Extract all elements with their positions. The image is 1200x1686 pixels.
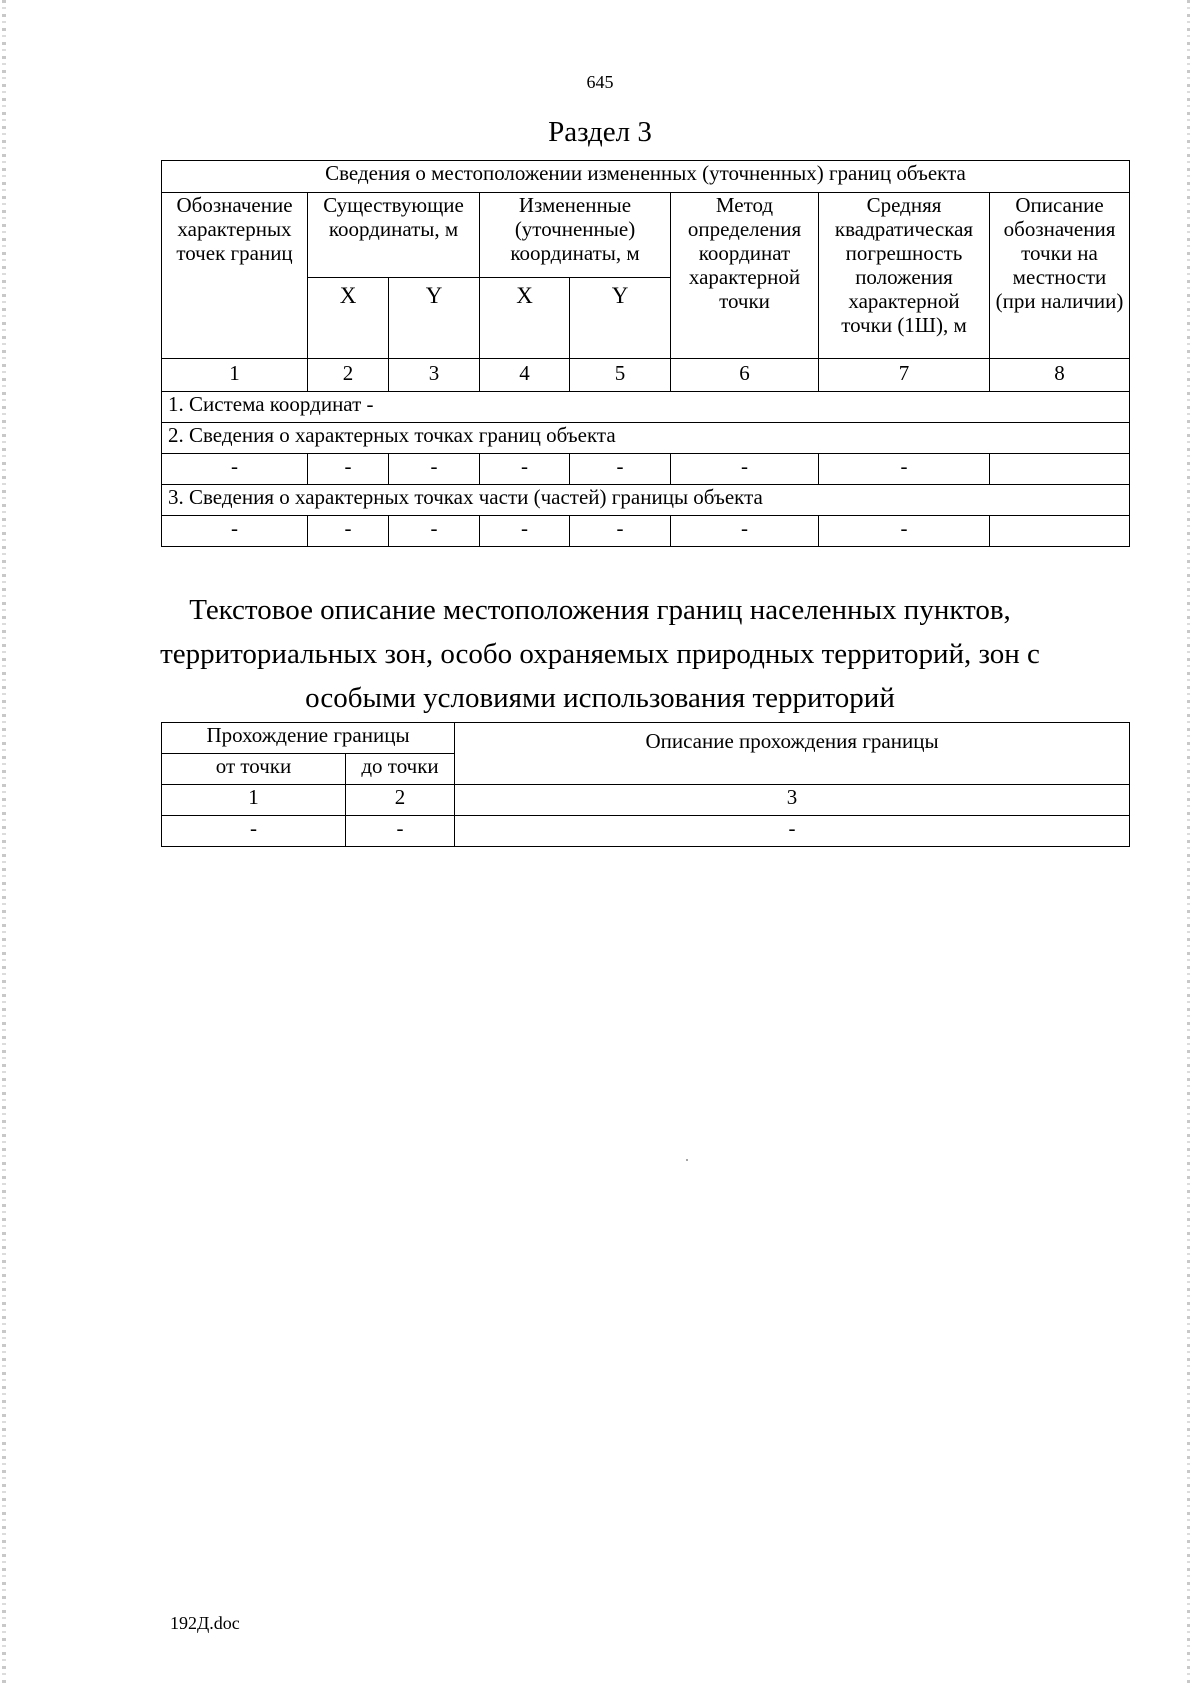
header-point-designation: Обозначение характерных точек границ [162,193,308,359]
description-title: Текстовое описание местоположения границ населенных пунктов, территориальных зон, особо охраняемых природных территорий, зон с особыми условиями использования территорий [160,594,1040,714]
column-number: 2 [308,359,389,392]
section-coordinate-system: 1. Система координат - [162,392,1130,423]
header-from-point: от точки [162,754,346,785]
column-numbers-row [162,359,1130,392]
table-row [162,454,1130,485]
scan-edge-left [2,0,6,1686]
header-changed-coordinates: Измененные (уточненные) координаты, м [480,193,671,278]
column-number: 5 [570,359,671,392]
column-number: 3 [455,785,1130,816]
page-number: 645 [586,72,614,92]
table-cell: - [162,816,346,847]
header-method: Метод определения координат характерной точки [671,193,819,359]
table-cell: - [389,516,480,547]
table-cell: - [389,454,480,485]
table-caption: Сведения о местоположении измененных (уточненных) границ объекта [162,161,1130,193]
column-number: 1 [162,785,346,816]
section-boundary-points: 2. Сведения о характерных точках границ объекта [162,423,1130,454]
table-row [162,516,1130,547]
column-number: 3 [389,359,480,392]
table-cell: - [480,516,570,547]
footer-filename: 192Д.doc [170,1613,240,1633]
table-cell: - [570,516,671,547]
header-passage-description: Описание прохождения границы [455,723,1130,785]
table-cell: - [308,516,389,547]
table-row [162,816,1130,847]
scan-speck [686,1159,688,1161]
scan-edge-right [1187,0,1190,1686]
column-number: 7 [819,359,990,392]
column-numbers-row [162,785,1130,816]
column-number: 6 [671,359,819,392]
boundary-passage-table [161,722,1130,847]
header-changed-y: Y [570,278,671,359]
column-number: 2 [346,785,455,816]
table-cell: - [819,454,990,485]
table-cell [990,516,1130,547]
header-boundary-passage: Прохождение границы [162,723,455,754]
table-cell: - [455,816,1130,847]
header-point-description: Описание обозначения точки на местности (при наличии) [990,193,1130,359]
column-number: 1 [162,359,308,392]
header-mean-error: Средняя квадратическая погрешность положения характерной точки (1Ш), м [819,193,990,359]
table-cell [990,454,1130,485]
table-cell: - [162,454,308,485]
column-number: 8 [990,359,1130,392]
section-title: Раздел 3 [548,116,652,148]
table-cell: - [671,454,819,485]
table-cell: - [308,454,389,485]
header-existing-coordinates: Существующие координаты, м [308,193,480,278]
table-cell: - [819,516,990,547]
table-cell: - [671,516,819,547]
table-cell: - [480,454,570,485]
header-changed-x: X [480,278,570,359]
table-cell: - [570,454,671,485]
header-existing-x: X [308,278,389,359]
header-to-point: до точки [346,754,455,785]
table-cell: - [162,516,308,547]
section-part-boundary-points: 3. Сведения о характерных точках части (частей) границы объекта [162,485,1130,516]
table-cell: - [346,816,455,847]
column-number: 4 [480,359,570,392]
header-existing-y: Y [389,278,480,359]
boundary-coordinates-table [161,160,1130,547]
